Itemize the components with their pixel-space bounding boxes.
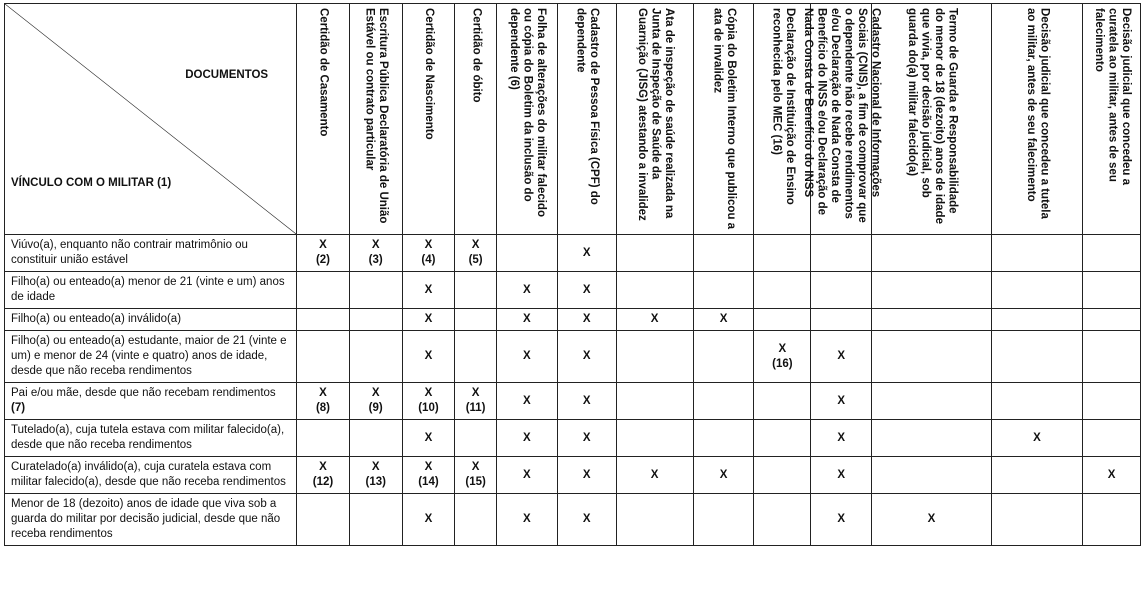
column-header: [402, 4, 455, 235]
required-mark: X: [582, 431, 591, 444]
table-cell: [991, 309, 1082, 331]
table-cell: [557, 420, 616, 457]
table-cell: [872, 457, 992, 494]
table-cell: [616, 331, 693, 383]
table-cell: [1083, 457, 1141, 494]
column-header: [1083, 4, 1141, 235]
table-cell: [754, 383, 811, 420]
table-cell: [754, 494, 811, 546]
table-cell: [297, 383, 350, 420]
table-cell: [402, 309, 455, 331]
table-cell: [455, 235, 497, 272]
table-cell: [349, 494, 402, 546]
table-cell: [693, 235, 754, 272]
table-cell: [811, 420, 872, 457]
required-mark: X: [424, 461, 433, 473]
column-header: [802, 4, 882, 235]
table-cell: [754, 420, 811, 457]
table-cell: [1083, 272, 1141, 309]
table-cell: [402, 331, 455, 383]
table-cell: [872, 331, 992, 383]
column-header-label: Cadastro de Pessoa Física (CPF) do dependente: [574, 8, 601, 205]
column-header-label: Cadastro Nacional de Informações Sociais (CNIS), a fim de comprovar que o dependente não recebe rendimentos e/ou Declaração de Nada Consta de Benefício do INSS e/ou Declaração de Nada Consta de Benefício do INSS: [802, 8, 882, 223]
documents-table: [4, 3, 1141, 546]
required-mark: X: [778, 342, 787, 355]
required-mark: X: [522, 283, 531, 296]
table-cell: [811, 235, 872, 272]
table-cell: [991, 272, 1082, 309]
required-mark: X: [582, 283, 591, 296]
required-mark: X: [319, 239, 327, 251]
table-cell: [616, 457, 693, 494]
required-mark: X: [837, 350, 846, 362]
row-label: Menor de 18 (dezoito) anos de idade que viva sob a guarda do militar por decisão judicial, desde que não receba rendimentos: [5, 494, 297, 546]
required-mark: X: [424, 239, 433, 251]
corner-header: [5, 4, 297, 235]
footnote-ref: (2): [315, 254, 330, 266]
table-cell: [496, 457, 557, 494]
row-label: Tutelado(a), cuja tutela estava com militar falecido(a), desde que não receba rendimentos: [5, 420, 297, 457]
row-label-note: (7): [11, 402, 26, 414]
required-mark: X: [371, 239, 380, 251]
table-cell: [349, 331, 402, 383]
required-mark: X: [650, 468, 659, 481]
table-cell: [693, 457, 754, 494]
footnote-ref: (14): [418, 476, 439, 488]
table-cell: [872, 420, 992, 457]
table-cell: [557, 494, 616, 546]
required-mark: X: [522, 350, 531, 362]
required-mark: X: [471, 461, 480, 473]
table-row: [5, 494, 1141, 546]
footnote-ref: (16): [772, 357, 793, 370]
table-cell: [557, 457, 616, 494]
table-cell: [349, 235, 402, 272]
table-cell: [616, 309, 693, 331]
required-mark: X: [522, 431, 531, 444]
footnote-ref: (9): [368, 402, 383, 414]
column-header: [991, 4, 1082, 235]
row-label: Filho(a) ou enteado(a) inválido(a): [5, 309, 297, 331]
table-cell: [297, 272, 350, 309]
table-cell: [616, 272, 693, 309]
column-header-label: Termo de Guarda e Responsabilidade do menor de 18 (dezoito) anos de idade que vivia, por decisão judicial, sob guarda do(a) militar falecido(a): [905, 8, 959, 224]
table-row: [5, 331, 1141, 383]
required-mark: X: [582, 513, 591, 525]
table-cell: [991, 457, 1082, 494]
required-mark: X: [522, 394, 531, 407]
required-mark: X: [1107, 468, 1116, 481]
table-cell: [811, 331, 872, 383]
row-label: Filho(a) ou enteado(a) menor de 21 (vinte e um) anos de idade: [5, 272, 297, 309]
required-mark: X: [371, 461, 380, 473]
table-cell: [872, 235, 992, 272]
footnote-ref: (11): [465, 402, 486, 414]
required-mark: X: [837, 513, 846, 525]
table-cell: [402, 420, 455, 457]
column-header: [557, 4, 616, 235]
table-cell: [297, 420, 350, 457]
required-mark: X: [471, 239, 480, 251]
corner-diagonal: [5, 4, 296, 234]
required-mark: X: [522, 313, 531, 325]
table-cell: [872, 494, 992, 546]
table-cell: [811, 457, 872, 494]
table-row: [5, 309, 1141, 331]
table-cell: [455, 272, 497, 309]
table-cell: [1083, 309, 1141, 331]
column-header-label: Cópia do Boletim Interno que publicou a ata de invalidez: [711, 8, 738, 230]
table-cell: [557, 272, 616, 309]
table-cell: [455, 457, 497, 494]
required-mark: X: [582, 350, 591, 362]
footnote-ref: (10): [418, 402, 439, 414]
table-cell: [872, 272, 992, 309]
column-header: [693, 4, 754, 235]
table-cell: [496, 331, 557, 383]
table-cell: [297, 457, 350, 494]
table-cell: [693, 272, 754, 309]
table-cell: [693, 494, 754, 546]
vinculo-label: VÍNCULO COM O MILITAR (1): [11, 177, 172, 189]
required-mark: X: [424, 313, 433, 325]
required-mark: X: [837, 468, 846, 481]
column-header-label: Decisão judicial que concedeu a tutela ao militar, antes de seu falecimento: [1024, 8, 1051, 219]
column-header-note: (16): [770, 134, 783, 155]
required-mark: X: [719, 313, 728, 325]
table-cell: [811, 272, 872, 309]
table-cell: [693, 383, 754, 420]
footnote-ref: (12): [312, 476, 334, 488]
required-mark: X: [522, 468, 531, 481]
table-cell: [297, 331, 350, 383]
table-cell: [1083, 235, 1141, 272]
table-cell: [402, 494, 455, 546]
table-cell: [872, 309, 992, 331]
table-row: [5, 420, 1141, 457]
table-cell: [811, 309, 872, 331]
column-header-label: Declaração de Instituição de Ensino reconhecida pelo MEC (16): [770, 8, 796, 205]
column-header-label: Escritura Pública Declaratória de União Estável ou contrato particular: [363, 8, 390, 224]
table-cell: [557, 331, 616, 383]
table-cell: [455, 309, 497, 331]
required-mark: X: [424, 513, 433, 525]
footnote-ref: (15): [465, 476, 486, 488]
column-header: [455, 4, 497, 235]
table-cell: [1083, 420, 1141, 457]
documents-label: DOCUMENTOS: [185, 69, 269, 81]
required-mark: X: [522, 513, 531, 525]
table-cell: [754, 457, 811, 494]
table-row: [5, 235, 1141, 272]
required-mark: X: [471, 387, 480, 399]
table-cell: [297, 494, 350, 546]
required-mark: X: [582, 468, 591, 481]
table-cell: [402, 235, 455, 272]
required-mark: X: [719, 468, 728, 481]
table-cell: [557, 383, 616, 420]
table-cell: [402, 383, 455, 420]
footnote-ref: (3): [368, 254, 383, 266]
column-header-label: Certidão de óbito: [470, 8, 483, 103]
table-cell: [496, 383, 557, 420]
table-cell: [693, 420, 754, 457]
table-cell: [991, 383, 1082, 420]
column-header-label: Folha de alterações do militar falecido ou cópia do Boletim da inclusão do dependente (6): [508, 8, 548, 217]
table-cell: [693, 309, 754, 331]
required-mark: X: [582, 313, 591, 325]
table-cell: [754, 331, 811, 383]
required-mark: X: [319, 387, 327, 399]
table-cell: [402, 457, 455, 494]
row-label: Pai e/ou mãe, desde que não recebam rendimentos (7): [5, 383, 297, 420]
table-cell: [754, 235, 811, 272]
column-header: [496, 4, 557, 235]
table-cell: [616, 420, 693, 457]
table-row: [5, 457, 1141, 494]
column-header-note: (6): [508, 75, 521, 90]
required-mark: X: [650, 313, 659, 325]
table-cell: [496, 309, 557, 331]
table-row: [5, 383, 1141, 420]
table-cell: [496, 494, 557, 546]
table-cell: [557, 235, 616, 272]
table-cell: [297, 309, 350, 331]
table-cell: [616, 494, 693, 546]
table-cell: [496, 272, 557, 309]
row-label: Viúvo(a), enquanto não contrair matrimônio ou constituir união estável: [5, 235, 297, 272]
column-header-label: Ata de inspeção de saúde realizada na Junta de Inspeção de Saúde da Guarnição (JISG) atestando a invalidez: [635, 8, 675, 221]
table-cell: [1083, 331, 1141, 383]
table-cell: [991, 235, 1082, 272]
row-label: Filho(a) ou enteado(a) estudante, maior de 21 (vinte e um) e menor de 24 (vinte e quatro) anos de idade, desde que não receba rendimentos: [5, 331, 297, 383]
table-cell: [455, 420, 497, 457]
table-cell: [1083, 494, 1141, 546]
table-cell: [811, 494, 872, 546]
column-header-label: Certidão de Nascimento: [423, 8, 436, 140]
required-mark: X: [371, 387, 380, 399]
table-cell: [349, 420, 402, 457]
footnote-ref: (4): [421, 254, 436, 266]
required-mark: X: [424, 350, 433, 362]
required-mark: X: [424, 283, 433, 296]
required-mark: X: [837, 394, 846, 407]
column-header: [349, 4, 402, 235]
table-cell: [991, 420, 1082, 457]
table-cell: [872, 383, 992, 420]
table-cell: [693, 331, 754, 383]
table-cell: [616, 235, 693, 272]
required-mark: X: [582, 394, 591, 407]
table-cell: [557, 309, 616, 331]
table-cell: [991, 494, 1082, 546]
required-mark: X: [837, 431, 846, 444]
required-mark: X: [1033, 431, 1041, 444]
required-mark: X: [927, 513, 936, 525]
column-header: [616, 4, 693, 235]
table-cell: [455, 494, 497, 546]
column-header-label: Decisão judicial que concedeu a curatela ao militar, antes de seu falecimento: [1092, 8, 1132, 186]
table-cell: [991, 331, 1082, 383]
table-cell: [811, 383, 872, 420]
table-cell: [496, 235, 557, 272]
required-mark: X: [582, 246, 591, 259]
row-label: Curatelado(a) inválido(a), cuja curatela estava com militar falecido(a), desde que não receba rendimentos: [5, 457, 297, 494]
table-cell: [1083, 383, 1141, 420]
table-cell: [616, 383, 693, 420]
column-header: [872, 4, 992, 235]
table-cell: [349, 309, 402, 331]
table-cell: [349, 272, 402, 309]
required-mark: X: [424, 387, 433, 399]
required-mark: X: [424, 431, 433, 444]
table-cell: [496, 420, 557, 457]
table-cell: [402, 272, 455, 309]
footnote-ref: (13): [365, 476, 386, 488]
table-cell: [297, 235, 350, 272]
footnote-ref: (8): [315, 402, 330, 414]
required-mark: X: [319, 461, 327, 473]
column-header: [297, 4, 350, 235]
table-cell: [754, 272, 811, 309]
table-cell: [754, 309, 811, 331]
table-cell: [349, 457, 402, 494]
table-row: [5, 272, 1141, 309]
table-cell: [349, 383, 402, 420]
column-header-label: Certidão de Casamento: [317, 8, 330, 137]
table-cell: [455, 331, 497, 383]
footnote-ref: (5): [468, 254, 483, 266]
table-cell: [455, 383, 497, 420]
